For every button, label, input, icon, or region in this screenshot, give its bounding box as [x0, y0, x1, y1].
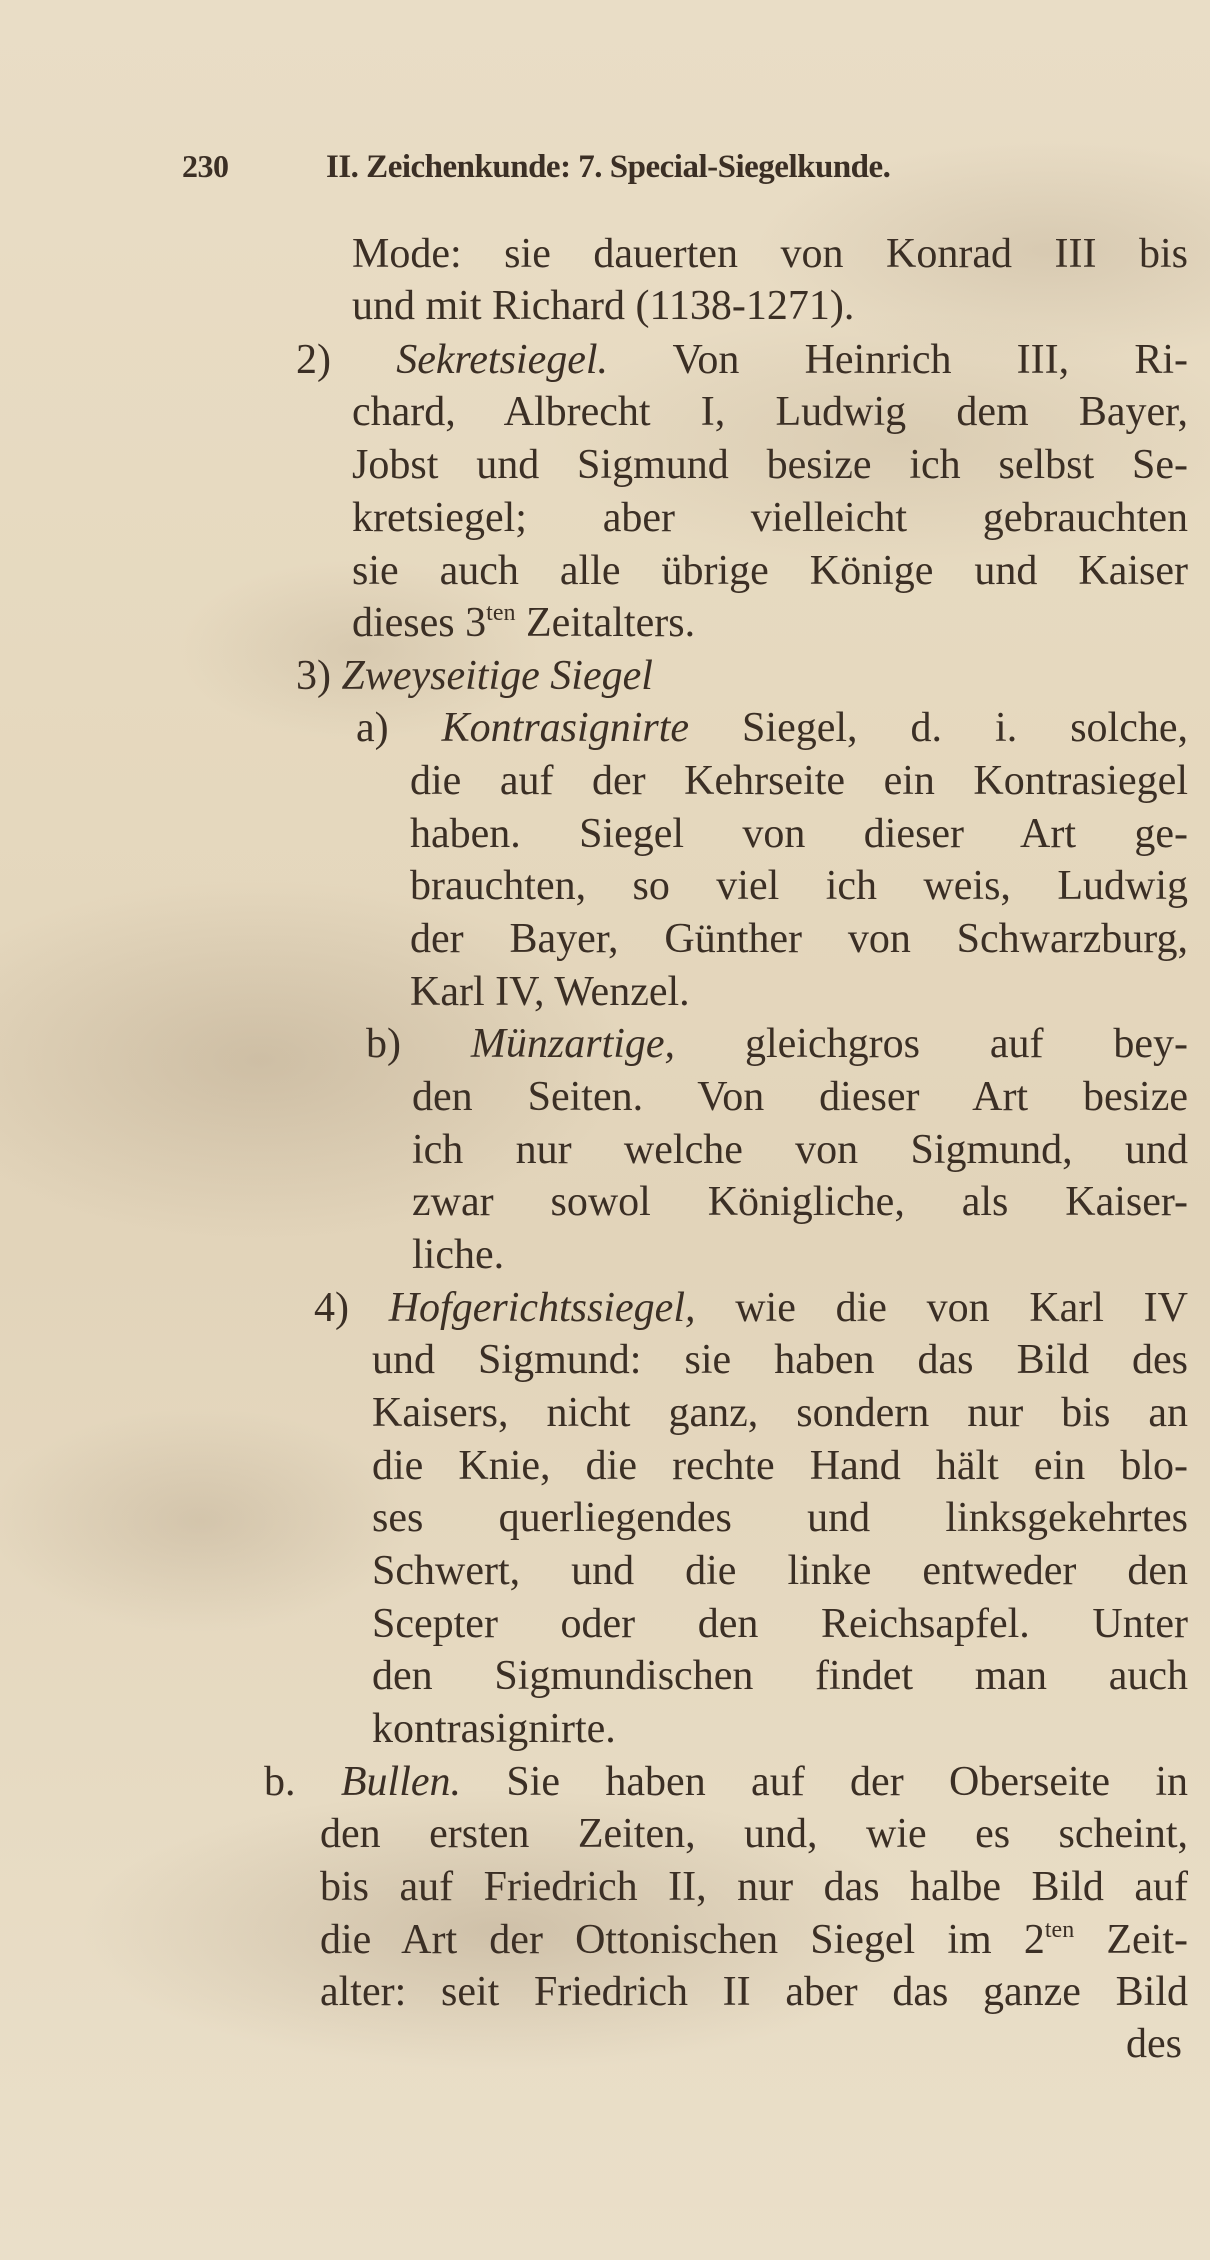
list-marker: 3) [296, 653, 331, 699]
list-marker: 2) [296, 337, 331, 383]
text-line: ich nur welche von Sigmund, und [412, 1127, 1188, 1173]
list-marker: a) [356, 705, 389, 751]
list-marker: b. [264, 1759, 296, 1805]
term-hofgerichtssiegel: Hofgerichtssiegel, [388, 1285, 696, 1331]
text-line: Kaisers, nicht ganz, sondern nur bis an [372, 1390, 1188, 1436]
sub-item-b-heading: b) Münzartige, gleichgros auf bey- [366, 1018, 1188, 1070]
text-line: Mode: sie dauerten von Konrad III bis [352, 231, 1188, 277]
list-item-2-heading: 2) Sekretsiegel. Von Heinrich III, Ri- [296, 334, 1188, 386]
text-line: chard, Albrecht I, Ludwig dem Bayer, [352, 389, 1188, 435]
text-line: brauchten, so viel ich weis, Ludwig [410, 863, 1188, 909]
text-line: Schwert, und die linke entweder den [372, 1548, 1188, 1594]
page-number: 230 [182, 148, 229, 184]
text-line: liche. [412, 1232, 505, 1278]
list-marker: b) [366, 1021, 401, 1067]
text-line: Scepter oder den Reichsapfel. Unter [372, 1601, 1188, 1647]
section-b-heading: b. Bullen. Sie haben auf der Oberseite in [264, 1756, 1188, 1808]
catchword: des [1126, 2021, 1182, 2067]
text-line: den ersten Zeiten, und, wie es scheint, [320, 1811, 1188, 1857]
term-bullen: Bullen. [340, 1759, 462, 1805]
text-line: Karl IV, Wenzel. [410, 969, 690, 1015]
text-line: die Knie, die rechte Hand hält ein blo- [372, 1443, 1188, 1489]
list-marker: 4) [314, 1285, 349, 1331]
text-line: die Art der Ottonischen Siegel im $2^{ten}$ Zeit- [320, 1917, 1189, 1963]
text-line: ses querliegendes und linksgekehrtes [372, 1495, 1188, 1541]
term-sekretsiegel: Sekretsiegel. [396, 337, 609, 383]
text-line: die auf der Kehrseite ein Kontrasiegel [410, 758, 1188, 804]
text-line: bis auf Friedrich II, nur das halbe Bild auf [320, 1864, 1188, 1910]
running-head-title: II. Zeichenkunde: 7. Special-Siegelkunde. [326, 149, 891, 185]
text-line: dieses $3^{ten}$ Zeitalters. [352, 600, 696, 646]
term-zweyseitige-siegel: Zweyseitige Siegel [341, 653, 653, 699]
list-item-3-heading [296, 650, 653, 702]
text-line: den Seiten. Von dieser Art besize [412, 1074, 1188, 1120]
text-line: der Bayer, Günther von Schwarzburg, [410, 916, 1188, 962]
text-line: kretsiegel; aber vielleicht gebrauchten [352, 495, 1188, 541]
running-head [182, 148, 890, 198]
term-kontrasignirte: Kontrasignirte [441, 705, 690, 751]
text-line: und mit Richard (1138-1271). [352, 283, 855, 329]
text-line: sie auch alle übrige Könige und Kaiser [352, 548, 1188, 594]
sub-item-a-heading: a) Kontrasignirte Siegel, d. i. solche, [356, 702, 1188, 754]
list-item-4-heading: 4) Hofgerichtssiegel, wie die von Karl IV [314, 1282, 1188, 1334]
term-muenzartige: Münzartige, [470, 1021, 676, 1067]
text-line: Jobst und Sigmund besize ich selbst Se- [352, 442, 1188, 488]
text-line: alter: seit Friedrich II aber das ganze Bild [320, 1969, 1188, 2015]
text-line: zwar sowol Königliche, als Kaiser- [412, 1179, 1188, 1225]
text-line: haben. Siegel von dieser Art ge- [410, 811, 1188, 857]
text-line: kontrasignirte. [372, 1706, 616, 1752]
text-line: und Sigmund: sie haben das Bild des [372, 1337, 1188, 1383]
text-line: den Sigmundischen findet man auch [372, 1653, 1188, 1699]
